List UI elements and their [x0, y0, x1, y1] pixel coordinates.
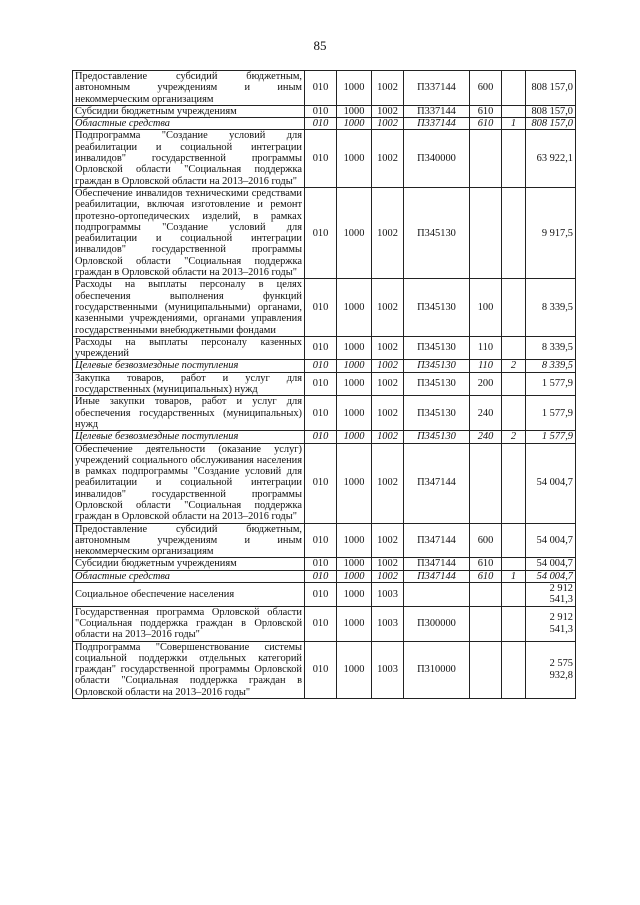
section-code-cell: 1000 [337, 606, 372, 641]
row-name-cell: Подпрограмма "Совершенствование системы социальной поддержки отдельных категорий граждан" государственной программы Орловской области "Социальная поддержка граждан в Орловской области на 2013–2016 годы" [73, 641, 305, 698]
row-name-cell: Областные средства [73, 118, 305, 130]
expense-type-cell: 110 [470, 336, 502, 360]
target-article-cell: П340000 [404, 130, 470, 187]
table-row [73, 641, 576, 698]
amount-cell: 2 912 541,3 [526, 583, 576, 607]
amount-cell: 2 575 932,8 [526, 641, 576, 698]
funding-source-cell [502, 336, 526, 360]
table-row [73, 372, 576, 396]
funding-source-cell [502, 443, 526, 523]
funding-source-cell: 1 [502, 570, 526, 582]
subsection-code-cell: 1002 [372, 187, 404, 278]
target-article-cell: П300000 [404, 606, 470, 641]
funding-source-cell [502, 583, 526, 607]
ministry-code-cell: 010 [305, 118, 337, 130]
subsection-code-cell: 1002 [372, 118, 404, 130]
table-row [73, 71, 576, 106]
table-row [73, 431, 576, 443]
row-name-cell: Субсидии бюджетным учреждениям [73, 105, 305, 117]
funding-source-cell [502, 523, 526, 558]
table-body [73, 71, 576, 699]
table-row [73, 396, 576, 431]
table-row [73, 443, 576, 523]
expense-type-cell [470, 130, 502, 187]
target-article-cell: П347144 [404, 443, 470, 523]
subsection-code-cell: 1003 [372, 583, 404, 607]
ministry-code-cell: 010 [305, 523, 337, 558]
funding-source-cell [502, 606, 526, 641]
ministry-code-cell: 010 [305, 360, 337, 372]
section-code-cell: 1000 [337, 431, 372, 443]
row-name-cell: Закупка товаров, работ и услуг для государственных (муниципальных) нужд [73, 372, 305, 396]
expense-type-cell: 610 [470, 558, 502, 570]
table-row [73, 570, 576, 582]
row-name-cell: Государственная программа Орловской области "Социальная поддержка граждан в Орловской области на 2013–2016 годы" [73, 606, 305, 641]
target-article-cell: П337144 [404, 71, 470, 106]
target-article-cell: П345130 [404, 336, 470, 360]
subsection-code-cell: 1002 [372, 71, 404, 106]
subsection-code-cell: 1002 [372, 336, 404, 360]
target-article-cell: П345130 [404, 372, 470, 396]
row-name-cell: Предоставление субсидий бюджетным, автономным учреждениям и иным некоммерческим организациям [73, 71, 305, 106]
row-name-cell: Целевые безвозмездные поступления [73, 360, 305, 372]
table-row [73, 606, 576, 641]
ministry-code-cell: 010 [305, 396, 337, 431]
funding-source-cell [502, 372, 526, 396]
funding-source-cell [502, 641, 526, 698]
expense-type-cell: 200 [470, 372, 502, 396]
amount-cell: 54 004,7 [526, 570, 576, 582]
target-article-cell: П345130 [404, 431, 470, 443]
amount-cell: 54 004,7 [526, 558, 576, 570]
target-article-cell [404, 583, 470, 607]
row-name-cell: Социальное обеспечение населения [73, 583, 305, 607]
row-name-cell: Расходы на выплаты персоналу казенных учреждений [73, 336, 305, 360]
amount-cell: 1 577,9 [526, 396, 576, 431]
expense-type-cell [470, 583, 502, 607]
expense-type-cell: 610 [470, 105, 502, 117]
row-name-cell: Обеспечение деятельности (оказание услуг) учреждений социального обслуживания населения в рамках подпрограммы "Создание условий для реабилитации и социальной интеграции инвалидов" государственной программы Орловской области "Социальная поддержка граждан в Орловской области на 2013–2016 годы" [73, 443, 305, 523]
amount-cell: 808 157,0 [526, 118, 576, 130]
row-name-cell: Обеспечение инвалидов техническими средствами реабилитации, включая изготовление и ремонт протезно-ортопедических изделий, в рамках подпрограммы "Создание условий для реабилитации и социальной интеграции инвалидов" государственной программы Орловской области "Социальная поддержка граждан в Орловской области на 2013–2016 годы" [73, 187, 305, 278]
expense-type-cell [470, 641, 502, 698]
table-row [73, 279, 576, 336]
section-code-cell: 1000 [337, 583, 372, 607]
ministry-code-cell: 010 [305, 583, 337, 607]
amount-cell: 9 917,5 [526, 187, 576, 278]
ministry-code-cell: 010 [305, 71, 337, 106]
subsection-code-cell: 1003 [372, 606, 404, 641]
subsection-code-cell: 1002 [372, 279, 404, 336]
row-name-cell: Предоставление субсидий бюджетным, автономным учреждениям и иным некоммерческим организациям [73, 523, 305, 558]
section-code-cell: 1000 [337, 360, 372, 372]
funding-source-cell: 2 [502, 431, 526, 443]
subsection-code-cell: 1002 [372, 130, 404, 187]
ministry-code-cell: 010 [305, 443, 337, 523]
expense-type-cell: 100 [470, 279, 502, 336]
subsection-code-cell: 1002 [372, 105, 404, 117]
target-article-cell: П310000 [404, 641, 470, 698]
subsection-code-cell: 1002 [372, 558, 404, 570]
row-name-cell: Субсидии бюджетным учреждениям [73, 558, 305, 570]
funding-source-cell [502, 396, 526, 431]
funding-source-cell [502, 279, 526, 336]
amount-cell: 2 912 541,3 [526, 606, 576, 641]
expense-type-cell [470, 187, 502, 278]
subsection-code-cell: 1002 [372, 372, 404, 396]
table-row [73, 583, 576, 607]
ministry-code-cell: 010 [305, 570, 337, 582]
amount-cell: 8 339,5 [526, 279, 576, 336]
funding-source-cell [502, 105, 526, 117]
ministry-code-cell: 010 [305, 187, 337, 278]
subsection-code-cell: 1002 [372, 396, 404, 431]
budget-table [72, 70, 576, 699]
amount-cell: 54 004,7 [526, 523, 576, 558]
section-code-cell: 1000 [337, 105, 372, 117]
amount-cell: 1 577,9 [526, 372, 576, 396]
section-code-cell: 1000 [337, 336, 372, 360]
row-name-cell: Подпрограмма "Создание условий для реабилитации и социальной интеграции инвалидов" государственной программы Орловской области "Социальная поддержка граждан в Орловской области на 2013–2016 годы" [73, 130, 305, 187]
section-code-cell: 1000 [337, 443, 372, 523]
page-number: 85 [313, 38, 327, 53]
amount-cell: 8 339,5 [526, 336, 576, 360]
ministry-code-cell: 010 [305, 130, 337, 187]
table-row [73, 558, 576, 570]
target-article-cell: П337144 [404, 118, 470, 130]
subsection-code-cell: 1003 [372, 641, 404, 698]
table-row [73, 130, 576, 187]
row-name-cell: Целевые безвозмездные поступления [73, 431, 305, 443]
section-code-cell: 1000 [337, 71, 372, 106]
section-code-cell: 1000 [337, 118, 372, 130]
funding-source-cell [502, 187, 526, 278]
section-code-cell: 1000 [337, 279, 372, 336]
funding-source-cell [502, 130, 526, 187]
expense-type-cell: 610 [470, 570, 502, 582]
row-name-cell: Областные средства [73, 570, 305, 582]
target-article-cell: П345130 [404, 187, 470, 278]
section-code-cell: 1000 [337, 187, 372, 278]
table-row [73, 360, 576, 372]
expense-type-cell: 240 [470, 396, 502, 431]
ministry-code-cell: 010 [305, 336, 337, 360]
subsection-code-cell: 1002 [372, 360, 404, 372]
ministry-code-cell: 010 [305, 105, 337, 117]
section-code-cell: 1000 [337, 396, 372, 431]
target-article-cell: П345130 [404, 360, 470, 372]
expense-type-cell: 600 [470, 523, 502, 558]
ministry-code-cell: 010 [305, 641, 337, 698]
table-row [73, 118, 576, 130]
funding-source-cell: 2 [502, 360, 526, 372]
section-code-cell: 1000 [337, 523, 372, 558]
amount-cell: 54 004,7 [526, 443, 576, 523]
table-row [73, 523, 576, 558]
ministry-code-cell: 010 [305, 279, 337, 336]
table-row [73, 105, 576, 117]
expense-type-cell: 240 [470, 431, 502, 443]
ministry-code-cell: 010 [305, 431, 337, 443]
amount-cell: 808 157,0 [526, 71, 576, 106]
amount-cell: 1 577,9 [526, 431, 576, 443]
expense-type-cell: 110 [470, 360, 502, 372]
target-article-cell: П337144 [404, 105, 470, 117]
section-code-cell: 1000 [337, 570, 372, 582]
target-article-cell: П347144 [404, 523, 470, 558]
target-article-cell: П345130 [404, 279, 470, 336]
funding-source-cell [502, 71, 526, 106]
amount-cell: 808 157,0 [526, 105, 576, 117]
ministry-code-cell: 010 [305, 558, 337, 570]
funding-source-cell: 1 [502, 118, 526, 130]
expense-type-cell [470, 443, 502, 523]
amount-cell: 8 339,5 [526, 360, 576, 372]
subsection-code-cell: 1002 [372, 523, 404, 558]
expense-type-cell: 600 [470, 71, 502, 106]
expense-type-cell: 610 [470, 118, 502, 130]
ministry-code-cell: 010 [305, 372, 337, 396]
expense-type-cell [470, 606, 502, 641]
table-row [73, 187, 576, 278]
amount-cell: 63 922,1 [526, 130, 576, 187]
section-code-cell: 1000 [337, 558, 372, 570]
ministry-code-cell: 010 [305, 606, 337, 641]
row-name-cell: Расходы на выплаты персоналу в целях обеспечения выполнения функций государственными (муниципальными) органами, казенными учреждениями, органами управления государственными внебюджетными фондами [73, 279, 305, 336]
table-row [73, 336, 576, 360]
section-code-cell: 1000 [337, 130, 372, 187]
funding-source-cell [502, 558, 526, 570]
target-article-cell: П347144 [404, 570, 470, 582]
row-name-cell: Иные закупки товаров, работ и услуг для обеспечения государственных (муниципальных) нужд [73, 396, 305, 431]
target-article-cell: П345130 [404, 396, 470, 431]
subsection-code-cell: 1002 [372, 431, 404, 443]
subsection-code-cell: 1002 [372, 443, 404, 523]
section-code-cell: 1000 [337, 641, 372, 698]
section-code-cell: 1000 [337, 372, 372, 396]
target-article-cell: П347144 [404, 558, 470, 570]
subsection-code-cell: 1002 [372, 570, 404, 582]
